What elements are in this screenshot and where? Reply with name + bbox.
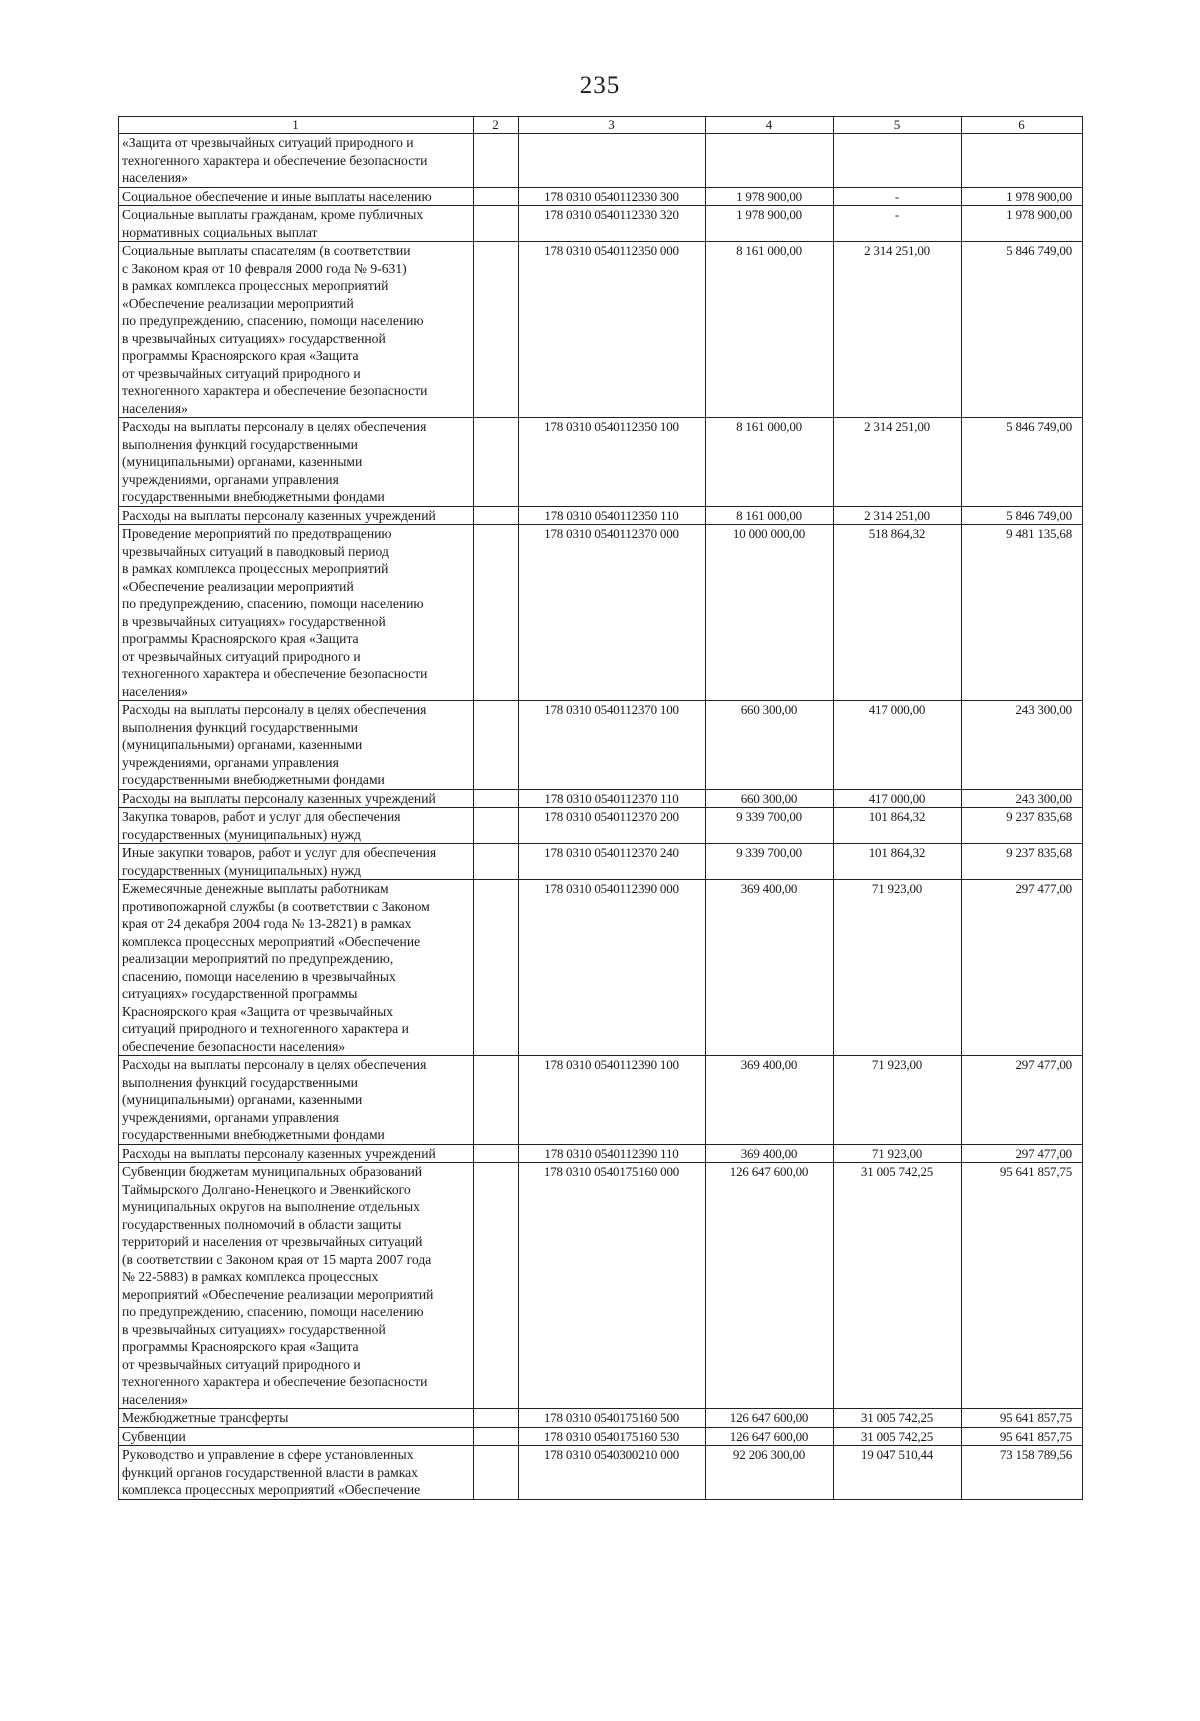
amount-column-4: 369 400,00 (706, 1144, 834, 1163)
table-row (119, 1409, 1083, 1428)
amount-column-5: 71 923,00 (834, 1056, 962, 1145)
amount-column-6: 95 641 857,75 (962, 1163, 1083, 1409)
amount-column-4: 8 161 000,00 (706, 242, 834, 418)
amount-column-6 (962, 134, 1083, 188)
amount-column-5: 2 314 251,00 (834, 506, 962, 525)
budget-classification-code: 178 0310 0540112390 000 (519, 880, 706, 1056)
table-header (119, 117, 1083, 134)
budget-item-name: Расходы на выплаты персоналу в целях обеспечения выполнения функций государственными (муниципальными) органами, казенными учреждениями, органами управления государственными внебюджетными фондами (119, 418, 474, 507)
amount-column-5: 101 864,32 (834, 844, 962, 880)
budget-classification-code: 178 0310 0540112330 320 (519, 206, 706, 242)
budget-item-name: Расходы на выплаты персоналу казенных учреждений (119, 506, 474, 525)
amount-column-6: 297 477,00 (962, 880, 1083, 1056)
amount-column-4: 126 647 600,00 (706, 1409, 834, 1428)
amount-column-5 (834, 134, 962, 188)
amount-column-6: 5 846 749,00 (962, 242, 1083, 418)
amount-column-5: 2 314 251,00 (834, 242, 962, 418)
table-row (119, 242, 1083, 418)
amount-column-4: 126 647 600,00 (706, 1163, 834, 1409)
table-row (119, 1446, 1083, 1500)
amount-column-6: 297 477,00 (962, 1144, 1083, 1163)
amount-column-5: 2 314 251,00 (834, 418, 962, 507)
amount-column-5: 31 005 742,25 (834, 1427, 962, 1446)
amount-column-6: 95 641 857,75 (962, 1409, 1083, 1428)
column-2-cell (474, 701, 519, 790)
column-2-cell (474, 206, 519, 242)
table-row (119, 1163, 1083, 1409)
amount-column-5: 71 923,00 (834, 880, 962, 1056)
budget-classification-code: 178 0310 0540300210 000 (519, 1446, 706, 1500)
budget-classification-code: 178 0310 0540112370 100 (519, 701, 706, 790)
table-row (119, 1144, 1083, 1163)
amount-column-5: 101 864,32 (834, 808, 962, 844)
budget-classification-code: 178 0310 0540112370 240 (519, 844, 706, 880)
amount-column-6: 9 237 835,68 (962, 808, 1083, 844)
amount-column-6: 243 300,00 (962, 789, 1083, 808)
column-2-cell (474, 242, 519, 418)
budget-classification-code: 178 0310 0540112390 100 (519, 1056, 706, 1145)
amount-column-5: 19 047 510,44 (834, 1446, 962, 1500)
budget-classification-code: 178 0310 0540175160 530 (519, 1427, 706, 1446)
amount-column-6: 1 978 900,00 (962, 206, 1083, 242)
table-row (119, 880, 1083, 1056)
budget-classification-code: 178 0310 0540112370 200 (519, 808, 706, 844)
amount-column-4: 1 978 900,00 (706, 206, 834, 242)
column-header-2: 2 (474, 117, 519, 134)
amount-column-6: 9 481 135,68 (962, 525, 1083, 701)
column-2-cell (474, 1409, 519, 1428)
amount-column-4: 369 400,00 (706, 1056, 834, 1145)
amount-column-6: 5 846 749,00 (962, 418, 1083, 507)
budget-classification-code: 178 0310 0540112350 110 (519, 506, 706, 525)
amount-column-5: 417 000,00 (834, 789, 962, 808)
column-2-cell (474, 1144, 519, 1163)
column-header-3: 3 (519, 117, 706, 134)
amount-column-5: 71 923,00 (834, 1144, 962, 1163)
budget-classification-code: 178 0310 0540112370 110 (519, 789, 706, 808)
budget-classification-code: 178 0310 0540112330 300 (519, 187, 706, 206)
table-row (119, 789, 1083, 808)
column-2-cell (474, 880, 519, 1056)
amount-column-4: 92 206 300,00 (706, 1446, 834, 1500)
budget-item-name: Социальные выплаты спасателям (в соответствии с Законом края от 10 февраля 2000 года № 9-631) в рамках комплекса процессных мероприятий «Обеспечение реализации мероприятий по предупреждению, спасению, помощи населению в чрезвычайных ситуациях» государственной программы Красноярского края «Защита от чрезвычайных ситуаций природного и техногенного характера и обеспечение безопасности населения» (119, 242, 474, 418)
amount-column-6: 1 978 900,00 (962, 187, 1083, 206)
table-row (119, 134, 1083, 188)
table-row (119, 187, 1083, 206)
header-row (119, 117, 1083, 134)
column-2-cell (474, 134, 519, 188)
budget-item-name: Расходы на выплаты персоналу в целях обеспечения выполнения функций государственными (муниципальными) органами, казенными учреждениями, органами управления государственными внебюджетными фондами (119, 1056, 474, 1145)
budget-classification-code: 178 0310 0540175160 000 (519, 1163, 706, 1409)
column-2-cell (474, 1056, 519, 1145)
budget-classification-code: 178 0310 0540112390 110 (519, 1144, 706, 1163)
page-number: 235 (579, 72, 621, 99)
amount-column-5: - (834, 187, 962, 206)
budget-item-name: Социальное обеспечение и иные выплаты населению (119, 187, 474, 206)
amount-column-4: 10 000 000,00 (706, 525, 834, 701)
budget-item-name: «Защита от чрезвычайных ситуаций природного и техногенного характера и обеспечение безопасности населения» (119, 134, 474, 188)
amount-column-5: 31 005 742,25 (834, 1163, 962, 1409)
amount-column-4: 9 339 700,00 (706, 844, 834, 880)
column-2-cell (474, 187, 519, 206)
amount-column-5: 518 864,32 (834, 525, 962, 701)
amount-column-4: 9 339 700,00 (706, 808, 834, 844)
amount-column-4 (706, 134, 834, 188)
amount-column-4: 660 300,00 (706, 789, 834, 808)
budget-classification-code: 178 0310 0540175160 500 (519, 1409, 706, 1428)
table-body (119, 134, 1083, 1500)
table-row (119, 206, 1083, 242)
column-2-cell (474, 525, 519, 701)
column-header-5: 5 (834, 117, 962, 134)
budget-item-name: Социальные выплаты гражданам, кроме публичных нормативных социальных выплат (119, 206, 474, 242)
budget-item-name: Субвенции бюджетам муниципальных образований Таймырского Долгано-Ненецкого и Эвенкийского муниципальных округов на выполнение отдельных государственных полномочий в области защиты территорий и населения от чрезвычайных ситуаций (в соответствии с Законом края от 15 марта 2007 года № 22-5883) в рамках комплекса процессных мероприятий «Обеспечение реализации мероприятий по предупреждению, спасению, помощи населению в чрезвычайных ситуациях» государственной программы Красноярского края «Защита от чрезвычайных ситуаций природного и техногенного характера и обеспечение безопасности населения» (119, 1163, 474, 1409)
budget-classification-code: 178 0310 0540112350 100 (519, 418, 706, 507)
budget-item-name: Расходы на выплаты персоналу казенных учреждений (119, 789, 474, 808)
column-2-cell (474, 789, 519, 808)
budget-table (118, 116, 1083, 1500)
column-header-1: 1 (119, 117, 474, 134)
amount-column-4: 369 400,00 (706, 880, 834, 1056)
budget-classification-code: 178 0310 0540112370 000 (519, 525, 706, 701)
table-row (119, 1056, 1083, 1145)
column-2-cell (474, 1427, 519, 1446)
budget-item-name: Расходы на выплаты персоналу казенных учреждений (119, 1144, 474, 1163)
amount-column-6: 73 158 789,56 (962, 1446, 1083, 1500)
amount-column-5: 31 005 742,25 (834, 1409, 962, 1428)
budget-item-name: Закупка товаров, работ и услуг для обеспечения государственных (муниципальных) нужд (119, 808, 474, 844)
amount-column-5: - (834, 206, 962, 242)
amount-column-4: 126 647 600,00 (706, 1427, 834, 1446)
column-2-cell (474, 1163, 519, 1409)
table-row (119, 525, 1083, 701)
table-row (119, 418, 1083, 507)
budget-item-name: Межбюджетные трансферты (119, 1409, 474, 1428)
column-2-cell (474, 506, 519, 525)
budget-item-name: Руководство и управление в сфере установленных функций органов государственной власти в рамках комплекса процессных мероприятий «Обеспечение (119, 1446, 474, 1500)
amount-column-5: 417 000,00 (834, 701, 962, 790)
column-2-cell (474, 844, 519, 880)
amount-column-4: 8 161 000,00 (706, 506, 834, 525)
table-row (119, 506, 1083, 525)
budget-classification-code (519, 134, 706, 188)
amount-column-6: 5 846 749,00 (962, 506, 1083, 525)
amount-column-4: 8 161 000,00 (706, 418, 834, 507)
amount-column-6: 95 641 857,75 (962, 1427, 1083, 1446)
amount-column-6: 243 300,00 (962, 701, 1083, 790)
table-row (119, 701, 1083, 790)
amount-column-4: 1 978 900,00 (706, 187, 834, 206)
column-header-6: 6 (962, 117, 1083, 134)
table-row (119, 844, 1083, 880)
budget-item-name: Ежемесячные денежные выплаты работникам противопожарной службы (в соответствии с Законом края от 24 декабря 2004 года № 13-2821) в рамках комплекса процессных мероприятий «Обеспечение реализации мероприятий по предупреждению, спасению, помощи населению в чрезвычайных ситуациях» государственной программы Красноярского края «Защита от чрезвычайных ситуаций природного и техногенного характера и обеспечение безопасности населения» (119, 880, 474, 1056)
budget-classification-code: 178 0310 0540112350 000 (519, 242, 706, 418)
budget-item-name: Расходы на выплаты персоналу в целях обеспечения выполнения функций государственными (муниципальными) органами, казенными учреждениями, органами управления государственными внебюджетными фондами (119, 701, 474, 790)
table-row (119, 1427, 1083, 1446)
column-2-cell (474, 418, 519, 507)
budget-item-name: Проведение мероприятий по предотвращению чрезвычайных ситуаций в паводковый период в рамках комплекса процессных мероприятий «Обеспечение реализации мероприятий по предупреждению, спасению, помощи населению в чрезвычайных ситуациях» государственной программы Красноярского края «Защита от чрезвычайных ситуаций природного и техногенного характера и обеспечение безопасности населения» (119, 525, 474, 701)
budget-item-name: Иные закупки товаров, работ и услуг для обеспечения государственных (муниципальных) нужд (119, 844, 474, 880)
column-header-4: 4 (706, 117, 834, 134)
table-row (119, 808, 1083, 844)
column-2-cell (474, 1446, 519, 1500)
amount-column-6: 297 477,00 (962, 1056, 1083, 1145)
column-2-cell (474, 808, 519, 844)
budget-item-name: Субвенции (119, 1427, 474, 1446)
amount-column-4: 660 300,00 (706, 701, 834, 790)
amount-column-6: 9 237 835,68 (962, 844, 1083, 880)
